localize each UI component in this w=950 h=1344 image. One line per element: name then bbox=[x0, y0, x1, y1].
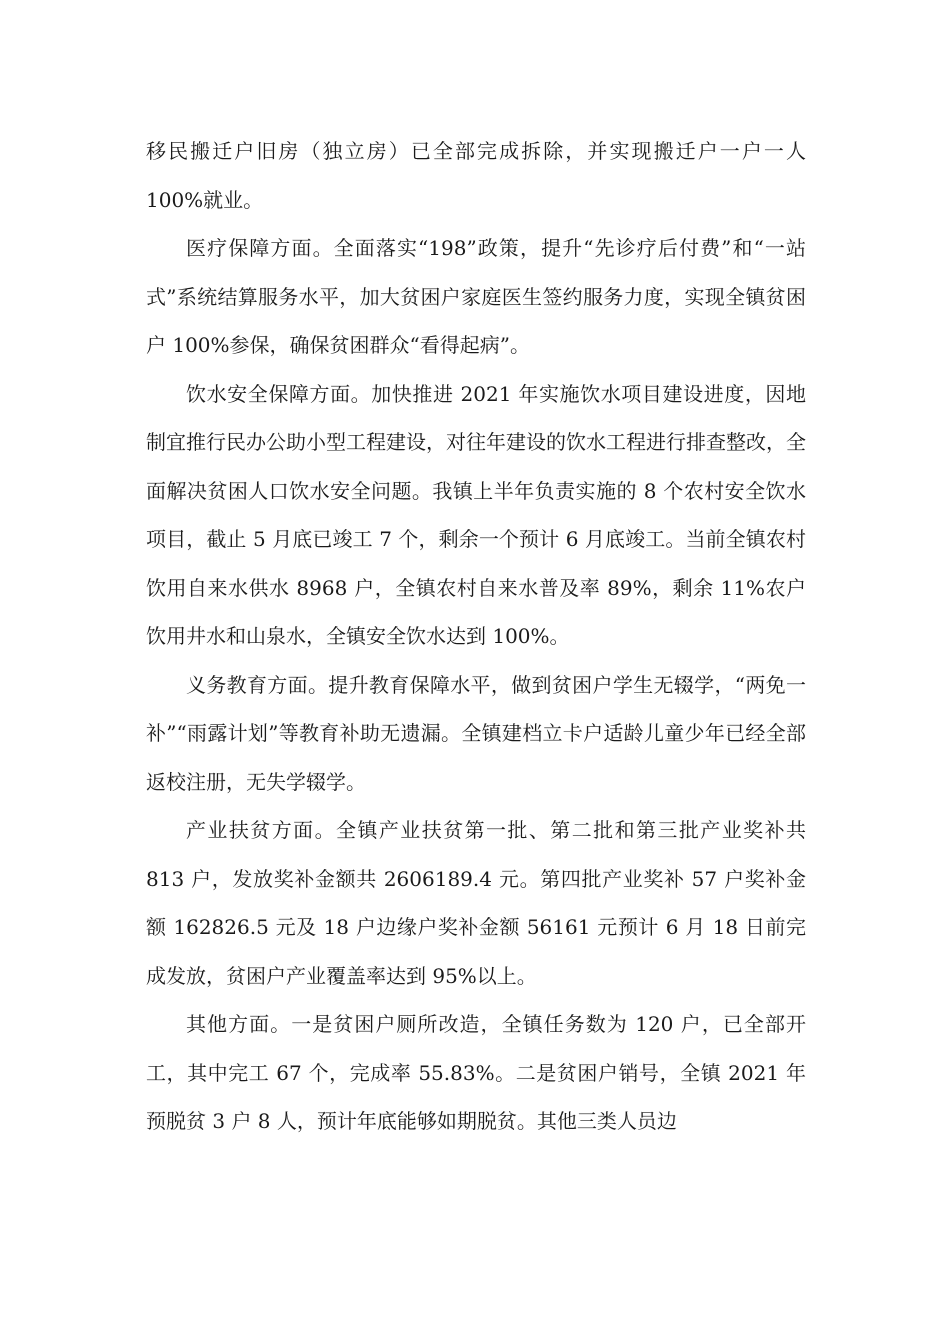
paragraph-continued: 移民搬迁户旧房（独立房）已全部完成拆除，并实现搬迁户一户一人 100%就业。 bbox=[146, 139, 806, 212]
paragraph-drinking-water-safety: 饮水安全保障方面。加快推进 2021 年实施饮水项目建设进度，因地制宜推行民办公助小型工程建设，对往年建设的饮水工程进行排查整改，全面解决贫困人口饮水安全问题。我镇上半年负责实施的 8 个农村安全饮水项目，截止 5 月底已竣工 7 个，剩余一个预计 6 月底竣工。当前全镇农村饮用自来水供水 8968 户，全镇农村自来水普及率 89%，剩余 11%农户饮用井水和山泉水，全镇安全饮水达到 100%。 bbox=[146, 381, 806, 648]
document-body bbox=[146, 127, 806, 1146]
paragraph-compulsory-education: 义务教育方面。提升教育保障水平，做到贫困户学生无辍学，“两免一补”“雨露计划”等教育补助无遗漏。全镇建档立卡户适龄儿童少年已经全部返校注册，无失学辍学。 bbox=[146, 672, 806, 794]
paragraph-medical-security: 医疗保障方面。全面落实“198”政策，提升“先诊疗后付费”和“一站式”系统结算服务水平，加大贫困户家庭医生签约服务力度，实现全镇贫困户 100%参保，确保贫困群众“看得起病”。 bbox=[146, 236, 806, 357]
paragraph-other-aspects: 其他方面。一是贫困户厕所改造，全镇任务数为 120 户，已全部开工，其中完工 67 个，完成率 55.83%。二是贫困户销号，全镇 2021 年预脱贫 3 户 8 人，预计年底能够如期脱贫。其他三类人员边 bbox=[146, 1012, 806, 1133]
paragraph-industry-poverty-alleviation: 产业扶贫方面。全镇产业扶贫第一批、第二批和第三批产业奖补共 813 户，发放奖补金额共 2606189.4 元。第四批产业奖补 57 户奖补金额 162826.5 元及 18 户边缘户奖补金额 56161 元预计 6 月 18 日前完成发放，贫困户产业覆盖率达到 95%以上。 bbox=[146, 818, 806, 988]
